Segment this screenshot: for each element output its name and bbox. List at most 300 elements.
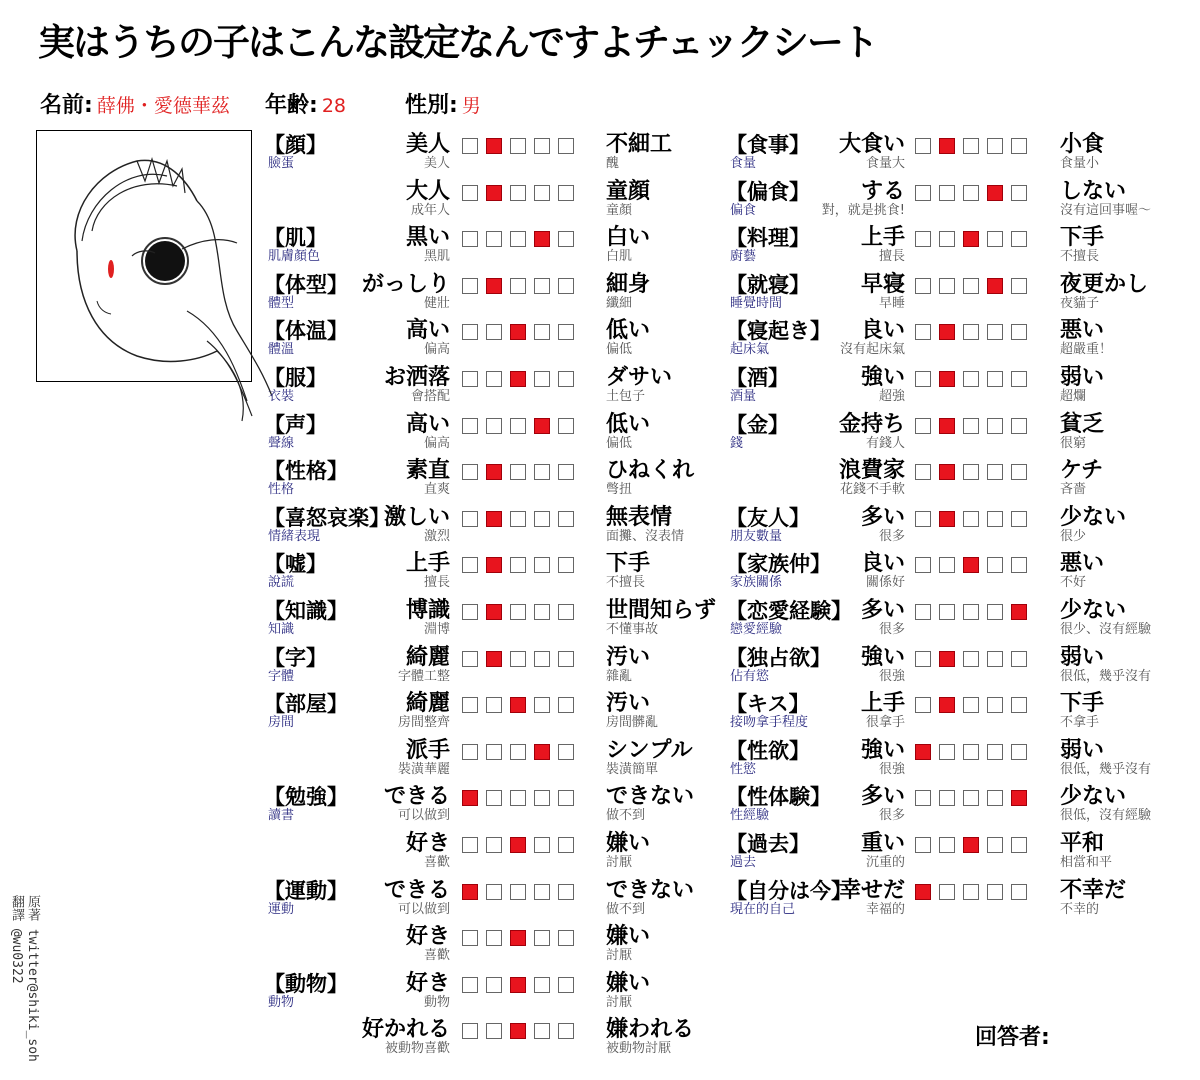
checkbox-checked[interactable] bbox=[987, 185, 1003, 201]
checkbox[interactable] bbox=[558, 837, 574, 853]
right-term bbox=[606, 879, 694, 917]
scale-checkboxes bbox=[915, 557, 1027, 573]
checkbox[interactable] bbox=[486, 324, 502, 340]
left-term bbox=[406, 319, 450, 357]
checkbox[interactable] bbox=[915, 651, 931, 667]
checkbox[interactable] bbox=[462, 651, 478, 667]
category-jp: 【料理】 bbox=[726, 226, 810, 251]
checkbox[interactable] bbox=[534, 557, 550, 573]
checkbox-checked[interactable] bbox=[939, 651, 955, 667]
checkbox[interactable] bbox=[963, 651, 979, 667]
category-label bbox=[264, 692, 348, 730]
credit-original: 原著 twitter@shiki_soh bbox=[25, 895, 40, 1062]
checkbox-checked[interactable] bbox=[462, 884, 478, 900]
category-translation: 臉蛋 bbox=[268, 156, 295, 171]
category-jp: 【性体験】 bbox=[726, 785, 831, 810]
right-term-jp: 白い bbox=[606, 225, 651, 251]
category-label bbox=[264, 413, 327, 451]
checkbox[interactable] bbox=[558, 371, 574, 387]
checkbox[interactable] bbox=[915, 837, 931, 853]
scale-checkboxes bbox=[462, 511, 574, 527]
checkbox[interactable] bbox=[915, 557, 931, 573]
checkbox[interactable] bbox=[462, 697, 478, 713]
checkbox-checked[interactable] bbox=[486, 464, 502, 480]
checkbox[interactable] bbox=[534, 324, 550, 340]
right-term bbox=[606, 925, 650, 963]
checkbox[interactable] bbox=[558, 744, 574, 760]
checkbox[interactable] bbox=[534, 1023, 550, 1039]
checkbox[interactable] bbox=[915, 278, 931, 294]
checkbox[interactable] bbox=[486, 977, 502, 993]
checkbox[interactable] bbox=[534, 464, 550, 480]
checkbox-checked[interactable] bbox=[939, 464, 955, 480]
checkbox[interactable] bbox=[462, 185, 478, 201]
right-term-jp: 不幸だ bbox=[1060, 877, 1127, 903]
checkbox[interactable] bbox=[963, 511, 979, 527]
checkbox[interactable] bbox=[558, 930, 574, 946]
category-label bbox=[264, 133, 327, 171]
left-term-jp: 大食い bbox=[838, 132, 905, 157]
checkbox[interactable] bbox=[1011, 185, 1027, 201]
checkbox[interactable] bbox=[558, 464, 574, 480]
left-term bbox=[861, 739, 905, 777]
checkbox-checked[interactable] bbox=[510, 977, 526, 993]
checkbox[interactable] bbox=[486, 697, 502, 713]
checkbox[interactable] bbox=[558, 1023, 574, 1039]
left-term-translation: 喜歡 bbox=[423, 855, 450, 870]
checkbox[interactable] bbox=[1011, 324, 1027, 340]
checkbox[interactable] bbox=[558, 557, 574, 573]
category-jp: 【声】 bbox=[264, 412, 327, 437]
checkbox-checked[interactable] bbox=[939, 371, 955, 387]
checkbox[interactable] bbox=[462, 977, 478, 993]
checkbox[interactable] bbox=[558, 697, 574, 713]
left-term-jp: 美人 bbox=[405, 132, 450, 157]
checkbox-checked[interactable] bbox=[510, 930, 526, 946]
left-term bbox=[861, 226, 905, 264]
category-jp: 【喜怒哀楽】 bbox=[264, 505, 390, 530]
right-term-jp: 無表情 bbox=[606, 504, 673, 530]
right-term-jp: ひねくれ bbox=[606, 458, 695, 484]
checkbox[interactable] bbox=[558, 278, 574, 294]
left-term-translation: 直爽 bbox=[423, 482, 450, 498]
checkbox-checked[interactable] bbox=[510, 1023, 526, 1039]
checkbox[interactable] bbox=[486, 930, 502, 946]
checkbox[interactable] bbox=[462, 464, 478, 480]
right-term bbox=[1060, 226, 1104, 264]
checkbox[interactable] bbox=[534, 930, 550, 946]
category-translation: 動物 bbox=[268, 994, 295, 1010]
checkbox[interactable] bbox=[963, 697, 979, 713]
category-translation: 情緒表現 bbox=[268, 528, 321, 544]
checkbox[interactable] bbox=[1011, 231, 1027, 247]
checkbox[interactable] bbox=[987, 697, 1003, 713]
category-label bbox=[726, 506, 810, 544]
checkbox[interactable] bbox=[534, 278, 550, 294]
checkbox[interactable] bbox=[915, 604, 931, 620]
checkbox[interactable] bbox=[558, 511, 574, 527]
right-term-translation: 夜貓子 bbox=[1060, 295, 1100, 311]
checkbox[interactable] bbox=[987, 790, 1003, 806]
scale-checkboxes bbox=[915, 697, 1027, 713]
checkbox-checked[interactable] bbox=[963, 231, 979, 247]
checkbox-checked[interactable] bbox=[486, 651, 502, 667]
checkbox[interactable] bbox=[987, 138, 1003, 154]
left-term-jp: 早寝 bbox=[860, 271, 905, 297]
checkbox-checked[interactable] bbox=[486, 138, 502, 154]
checkbox[interactable] bbox=[510, 464, 526, 480]
checkbox[interactable] bbox=[462, 930, 478, 946]
scale-checkboxes bbox=[462, 185, 574, 201]
checkbox[interactable] bbox=[963, 324, 979, 340]
checkbox[interactable] bbox=[486, 790, 502, 806]
checkbox[interactable] bbox=[987, 371, 1003, 387]
checkbox[interactable] bbox=[462, 604, 478, 620]
checkbox[interactable] bbox=[963, 790, 979, 806]
checkbox[interactable] bbox=[462, 1023, 478, 1039]
category-jp: 【性欲】 bbox=[726, 738, 810, 763]
checkbox[interactable] bbox=[534, 511, 550, 527]
scale-checkboxes bbox=[915, 185, 1027, 201]
checkbox[interactable] bbox=[534, 651, 550, 667]
checkbox[interactable] bbox=[510, 557, 526, 573]
left-term-jp: 好き bbox=[405, 831, 450, 856]
checkbox[interactable] bbox=[939, 744, 955, 760]
right-term-jp: しない bbox=[1060, 178, 1127, 204]
category-jp: 【顔】 bbox=[264, 133, 327, 157]
checkbox[interactable] bbox=[1011, 278, 1027, 294]
checkbox-checked[interactable] bbox=[510, 324, 526, 340]
category-label bbox=[726, 646, 831, 684]
checkbox-checked[interactable] bbox=[939, 511, 955, 527]
left-term bbox=[384, 879, 450, 917]
checkbox[interactable] bbox=[963, 371, 979, 387]
category-jp: 【服】 bbox=[264, 366, 327, 390]
checkbox[interactable] bbox=[1011, 884, 1027, 900]
right-term-translation: 不拿手 bbox=[1060, 715, 1100, 731]
checkbox[interactable] bbox=[1011, 464, 1027, 480]
gender-field bbox=[405, 88, 481, 119]
checkbox[interactable] bbox=[486, 231, 502, 247]
checkbox-checked[interactable] bbox=[915, 884, 931, 900]
checkbox-checked[interactable] bbox=[486, 278, 502, 294]
category-label bbox=[726, 226, 810, 264]
right-term-jp: できない bbox=[606, 877, 695, 903]
checkbox[interactable] bbox=[915, 371, 931, 387]
checkbox[interactable] bbox=[939, 185, 955, 201]
checkbox-checked[interactable] bbox=[510, 371, 526, 387]
checkbox-checked[interactable] bbox=[486, 185, 502, 201]
checkbox[interactable] bbox=[987, 651, 1003, 667]
checkbox[interactable] bbox=[963, 884, 979, 900]
left-term-jp: できる bbox=[383, 784, 450, 810]
right-term-jp: できない bbox=[606, 784, 695, 810]
left-term-jp: 金持ち bbox=[838, 411, 905, 437]
checkbox[interactable] bbox=[1011, 744, 1027, 760]
checkbox[interactable] bbox=[486, 1023, 502, 1039]
name-value: 薛佛・愛德華茲 bbox=[96, 95, 230, 117]
checkbox[interactable] bbox=[939, 604, 955, 620]
left-term bbox=[861, 599, 905, 637]
checkbox[interactable] bbox=[534, 884, 550, 900]
category-label bbox=[264, 226, 327, 264]
checkbox[interactable] bbox=[939, 278, 955, 294]
checkbox-checked[interactable] bbox=[510, 697, 526, 713]
category-translation: 聲線 bbox=[268, 435, 295, 451]
checkbox[interactable] bbox=[510, 511, 526, 527]
checkbox[interactable] bbox=[939, 231, 955, 247]
category-translation: 知識 bbox=[268, 622, 295, 637]
checkbox-checked[interactable] bbox=[915, 744, 931, 760]
checkbox[interactable] bbox=[558, 185, 574, 201]
checkbox-checked[interactable] bbox=[486, 557, 502, 573]
checkbox[interactable] bbox=[534, 697, 550, 713]
checkbox[interactable] bbox=[915, 697, 931, 713]
right-term-translation: 討厭 bbox=[606, 855, 633, 870]
checkbox[interactable] bbox=[486, 418, 502, 434]
scale-checkboxes bbox=[462, 651, 574, 667]
checkbox[interactable] bbox=[462, 511, 478, 527]
checkbox[interactable] bbox=[1011, 371, 1027, 387]
left-term-translation: 很多 bbox=[878, 622, 905, 637]
left-term bbox=[384, 506, 450, 544]
checkbox[interactable] bbox=[558, 604, 574, 620]
category-label bbox=[726, 273, 810, 311]
checkbox[interactable] bbox=[510, 278, 526, 294]
category-jp: 【肌】 bbox=[264, 226, 327, 251]
checkbox[interactable] bbox=[558, 418, 574, 434]
scale-checkboxes bbox=[462, 930, 574, 946]
checkbox[interactable] bbox=[1011, 511, 1027, 527]
checkbox[interactable] bbox=[987, 464, 1003, 480]
checkbox-checked[interactable] bbox=[987, 278, 1003, 294]
right-term-jp: 弱い bbox=[1060, 644, 1105, 670]
gender-value: 男 bbox=[461, 95, 481, 117]
checkbox[interactable] bbox=[558, 790, 574, 806]
checkbox[interactable] bbox=[462, 557, 478, 573]
right-term-translation: 童顏 bbox=[606, 202, 633, 218]
checkbox[interactable] bbox=[963, 464, 979, 480]
checkbox[interactable] bbox=[963, 418, 979, 434]
checkbox-checked[interactable] bbox=[486, 604, 502, 620]
checkbox[interactable] bbox=[486, 837, 502, 853]
category-translation: 接吻拿手程度 bbox=[730, 715, 809, 731]
checkbox[interactable] bbox=[987, 744, 1003, 760]
checkbox[interactable] bbox=[915, 231, 931, 247]
checkbox[interactable] bbox=[510, 744, 526, 760]
checkbox[interactable] bbox=[486, 371, 502, 387]
left-term-jp: 多い bbox=[860, 504, 905, 530]
checkbox[interactable] bbox=[462, 278, 478, 294]
left-term-translation: 成年人 bbox=[410, 202, 450, 218]
checkbox[interactable] bbox=[558, 324, 574, 340]
category-jp: 【自分は今】 bbox=[726, 878, 852, 903]
checkbox[interactable] bbox=[987, 511, 1003, 527]
checkbox[interactable] bbox=[963, 138, 979, 154]
checkbox[interactable] bbox=[963, 604, 979, 620]
checkbox-checked[interactable] bbox=[534, 418, 550, 434]
scale-checkboxes bbox=[462, 371, 574, 387]
category-translation: 戀愛經驗 bbox=[730, 622, 783, 637]
checkbox[interactable] bbox=[486, 744, 502, 760]
checkbox[interactable] bbox=[558, 138, 574, 154]
left-term-jp: 上手 bbox=[405, 551, 450, 577]
right-term-jp: 世間知らず bbox=[606, 598, 717, 623]
category-label bbox=[264, 599, 348, 637]
checkbox-checked[interactable] bbox=[486, 511, 502, 527]
checkbox-checked[interactable] bbox=[1011, 790, 1027, 806]
checkbox[interactable] bbox=[510, 790, 526, 806]
checkbox-checked[interactable] bbox=[510, 837, 526, 853]
checkbox[interactable] bbox=[510, 231, 526, 247]
scale-checkboxes bbox=[462, 464, 574, 480]
category-label bbox=[726, 832, 810, 870]
checkbox-checked[interactable] bbox=[939, 418, 955, 434]
category-translation: 房間 bbox=[268, 715, 295, 731]
checkbox-checked[interactable] bbox=[939, 324, 955, 340]
category-jp: 【就寝】 bbox=[726, 272, 810, 297]
checkbox[interactable] bbox=[915, 511, 931, 527]
right-term bbox=[1060, 879, 1126, 917]
right-term-translation: 醜 bbox=[606, 156, 620, 171]
scale-checkboxes bbox=[915, 464, 1027, 480]
scale-checkboxes bbox=[462, 418, 574, 434]
checkbox-checked[interactable] bbox=[963, 837, 979, 853]
respondent-label: 回答者: bbox=[975, 1025, 1050, 1050]
checkbox[interactable] bbox=[963, 185, 979, 201]
category-label bbox=[726, 180, 810, 218]
checkbox[interactable] bbox=[915, 138, 931, 154]
right-term-translation: 不好 bbox=[1060, 575, 1087, 591]
checkbox[interactable] bbox=[534, 790, 550, 806]
checkbox[interactable] bbox=[1011, 651, 1027, 667]
left-term-translation: 有錢人 bbox=[865, 435, 905, 451]
checkbox[interactable] bbox=[1011, 138, 1027, 154]
checkbox[interactable] bbox=[939, 557, 955, 573]
right-term bbox=[606, 832, 650, 870]
category-jp: 【偏食】 bbox=[726, 179, 810, 204]
checkbox[interactable] bbox=[915, 185, 931, 201]
checkbox[interactable] bbox=[939, 837, 955, 853]
checkbox[interactable] bbox=[939, 884, 955, 900]
checkbox[interactable] bbox=[510, 604, 526, 620]
scale-checkboxes bbox=[915, 744, 1027, 760]
right-term-translation: 沒有這回事喔～ bbox=[1060, 202, 1152, 218]
right-term bbox=[606, 599, 716, 637]
checkbox-checked[interactable] bbox=[1011, 604, 1027, 620]
category-label bbox=[726, 133, 810, 171]
left-term-translation: 擅長 bbox=[878, 249, 905, 265]
checkbox[interactable] bbox=[510, 884, 526, 900]
scale-checkboxes bbox=[462, 324, 574, 340]
scale-checkboxes bbox=[462, 278, 574, 294]
right-term-jp: ダサい bbox=[606, 365, 673, 390]
left-term-translation: 對，就是挑食! bbox=[821, 202, 905, 218]
right-term-jp: 下手 bbox=[606, 551, 651, 577]
checkbox-checked[interactable] bbox=[939, 138, 955, 154]
name-field bbox=[40, 88, 230, 119]
checkbox[interactable] bbox=[462, 138, 478, 154]
checkbox[interactable] bbox=[987, 604, 1003, 620]
checkbox[interactable] bbox=[915, 790, 931, 806]
checkbox[interactable] bbox=[462, 324, 478, 340]
checkbox[interactable] bbox=[534, 185, 550, 201]
checkbox-checked[interactable] bbox=[534, 744, 550, 760]
checkbox[interactable] bbox=[1011, 557, 1027, 573]
left-term bbox=[406, 459, 450, 497]
checkbox[interactable] bbox=[510, 651, 526, 667]
left-term-jp: 上手 bbox=[860, 691, 905, 717]
checkbox[interactable] bbox=[987, 837, 1003, 853]
scale-checkboxes bbox=[915, 604, 1027, 620]
checkbox[interactable] bbox=[462, 418, 478, 434]
checkbox[interactable] bbox=[987, 884, 1003, 900]
checkbox[interactable] bbox=[510, 185, 526, 201]
checkbox[interactable] bbox=[558, 977, 574, 993]
checkbox[interactable] bbox=[1011, 837, 1027, 853]
left-term-translation: 偏高 bbox=[423, 342, 450, 358]
left-term bbox=[839, 879, 905, 917]
right-term bbox=[1060, 599, 1151, 637]
checkbox-checked[interactable] bbox=[534, 231, 550, 247]
checkbox[interactable] bbox=[915, 464, 931, 480]
checkbox[interactable] bbox=[987, 324, 1003, 340]
right-term-jp: 少ない bbox=[1060, 504, 1127, 530]
category-label bbox=[264, 646, 327, 684]
checkbox[interactable] bbox=[462, 231, 478, 247]
checkbox[interactable] bbox=[558, 231, 574, 247]
checkbox[interactable] bbox=[987, 231, 1003, 247]
checkbox[interactable] bbox=[915, 418, 931, 434]
right-term-translation: 不懂事故 bbox=[606, 622, 659, 637]
checkbox-checked[interactable] bbox=[939, 697, 955, 713]
scale-checkboxes bbox=[462, 231, 574, 247]
checkbox[interactable] bbox=[534, 837, 550, 853]
checkbox[interactable] bbox=[462, 837, 478, 853]
category-label bbox=[264, 319, 348, 357]
checkbox[interactable] bbox=[462, 371, 478, 387]
checkbox-checked[interactable] bbox=[963, 557, 979, 573]
checkbox[interactable] bbox=[534, 138, 550, 154]
checkbox[interactable] bbox=[510, 418, 526, 434]
checkbox[interactable] bbox=[558, 884, 574, 900]
right-term-jp: 弱い bbox=[1060, 365, 1105, 390]
checkbox[interactable] bbox=[534, 371, 550, 387]
category-label bbox=[726, 739, 810, 777]
checkbox[interactable] bbox=[963, 744, 979, 760]
checkbox[interactable] bbox=[486, 884, 502, 900]
sheet-title: 実はうちの子はこんな設定なんですよチェックシート bbox=[38, 21, 877, 64]
checkbox[interactable] bbox=[987, 557, 1003, 573]
checkbox[interactable] bbox=[1011, 418, 1027, 434]
checkbox[interactable] bbox=[534, 604, 550, 620]
checkbox-checked[interactable] bbox=[462, 790, 478, 806]
checkbox[interactable] bbox=[915, 324, 931, 340]
checkbox[interactable] bbox=[939, 790, 955, 806]
right-term bbox=[1060, 413, 1104, 451]
name-label: 名前: bbox=[40, 93, 93, 118]
left-term-jp: 強い bbox=[860, 644, 905, 670]
checkbox[interactable] bbox=[510, 138, 526, 154]
checkbox[interactable] bbox=[963, 278, 979, 294]
checkbox[interactable] bbox=[1011, 697, 1027, 713]
checkbox[interactable] bbox=[534, 977, 550, 993]
right-term-jp: 少ない bbox=[1060, 598, 1127, 623]
checkbox[interactable] bbox=[558, 651, 574, 667]
category-label bbox=[726, 785, 831, 823]
checkbox[interactable] bbox=[462, 744, 478, 760]
checkbox[interactable] bbox=[987, 418, 1003, 434]
